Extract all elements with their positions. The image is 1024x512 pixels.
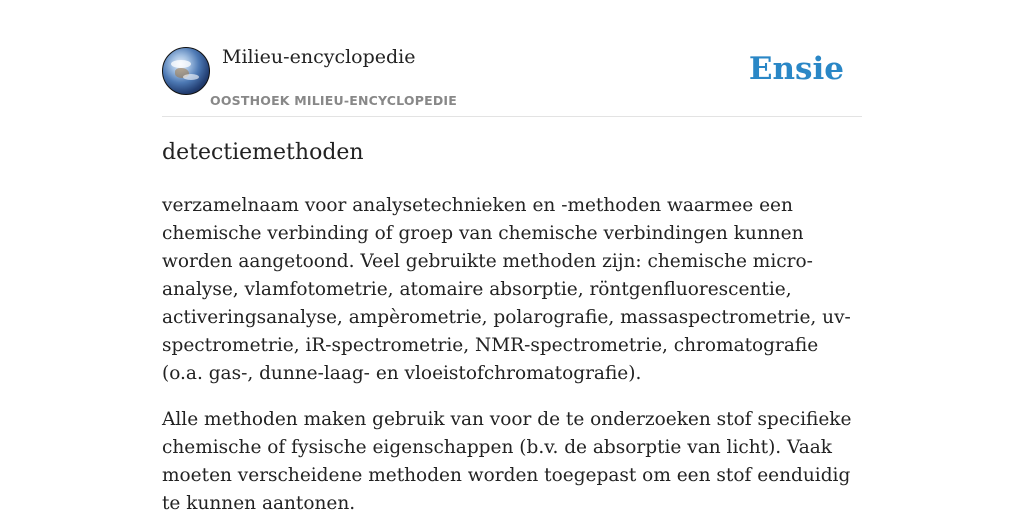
site-title-link[interactable]: Milieu-encyclopedie: [222, 46, 416, 68]
ensie-logo-link[interactable]: Ensie: [748, 51, 844, 87]
entry-paragraph: Alle methoden maken gebruik van voor de te onderzoeken stof specifieke chemische of fysische eigenschappen (b.v. de absorptie van licht). Vaak moeten verscheidene methoden worden toegepast om een stof eenduidig te kunnen aantonen.: [162, 409, 852, 512]
logo-cloud: [183, 74, 199, 80]
site-subtitle: OOSTHOEK MILIEU-ENCYCLOPEDIE: [210, 93, 457, 108]
entry-title: detectiemethoden: [162, 140, 364, 165]
entry-paragraph: verzamelnaam voor analysetechnieken en -methoden waarmee een chemische verbinding of groep van chemische verbindingen kunnen worden aangetoond. Veel gebruikte methoden zijn: chemische micro-analyse, vlamfotometrie, atomaire absorptie, röntgenfluorescentie, activeringsanalyse, ampèrometrie, polarografie, massaspectrometrie, uv-spectrometrie, iR-spectrometrie, NMR-spectrometrie, chromatografie (o.a. gas-, dunne-laag- en vloeistofchromatografie).: [162, 195, 851, 384]
logo-cloud: [171, 60, 191, 68]
earth-globe-icon[interactable]: [162, 47, 210, 95]
entry-content: [162, 192, 862, 512]
site-header: [162, 46, 862, 117]
